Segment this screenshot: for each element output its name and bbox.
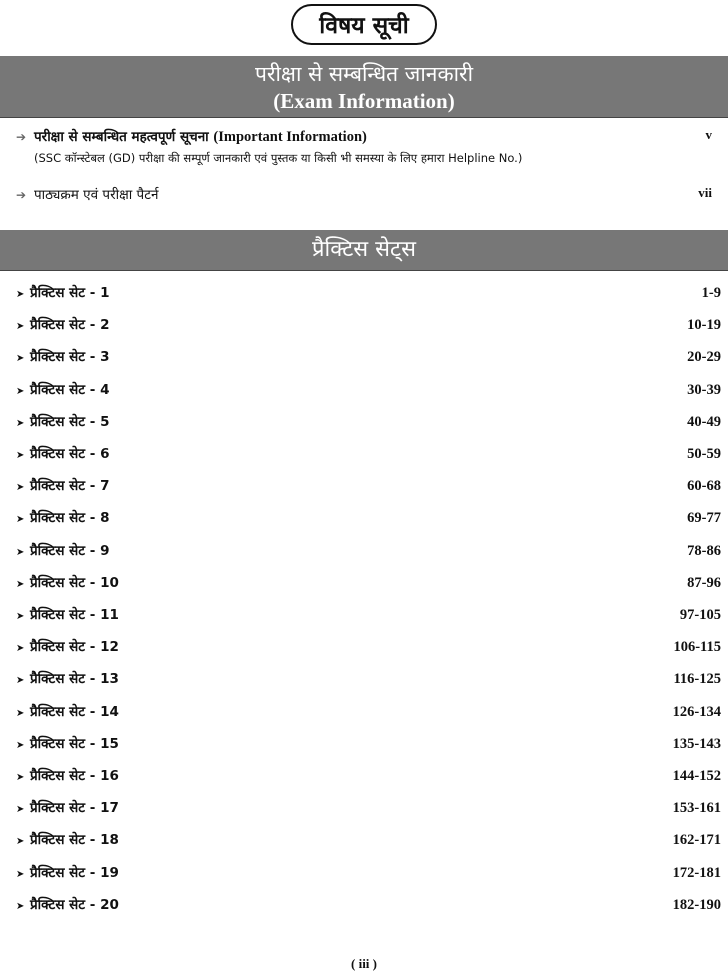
practice-set-row[interactable] [16, 347, 721, 367]
triangle-right-icon: ➤ [16, 482, 25, 494]
triangle-right-icon: ➤ [16, 739, 25, 751]
practice-set-label: प्रैक्टिस सेट - 6 [30, 446, 110, 462]
practice-set-label: प्रैक्टिस सेट - 8 [30, 510, 110, 527]
footer-page-number: ( iii ) [351, 956, 377, 971]
triangle-right-icon: ➤ [16, 772, 25, 783]
page-range: 153-161 [672, 800, 721, 817]
page-range: 1-9 [701, 285, 721, 301]
triangle-right-icon: ➤ [16, 868, 25, 880]
item-description: (SSC कॉन्स्टेबल (GD) परीक्षा की सम्पूर्ण जानकारी एवं पुस्तक या किसी भी समस्या के लिए हमारा Helpline No.) [34, 151, 523, 165]
practice-set-row[interactable] [16, 476, 721, 496]
triangle-right-icon: ➤ [16, 707, 25, 719]
page-range: 162-171 [672, 832, 721, 849]
page-number: v [705, 127, 712, 142]
practice-set-row[interactable] [16, 734, 721, 754]
practice-set-label: प्रैक्टिस सेट - 2 [30, 317, 110, 334]
divider [0, 117, 728, 118]
practice-set-label: प्रैक्टिस सेट - 14 [30, 703, 119, 720]
page-number: vii [698, 185, 712, 200]
practice-set-label: प्रैक्टिस सेट - 9 [30, 542, 110, 559]
practice-set-row[interactable] [16, 541, 721, 561]
practice-set-label: प्रैक्टिस सेट - 18 [30, 832, 119, 849]
practice-set-row[interactable] [16, 669, 721, 689]
page-title: विषय सूची [291, 4, 437, 45]
practice-set-row[interactable] [16, 798, 721, 818]
page-range: 60-68 [687, 478, 721, 495]
page-range: 106-115 [673, 639, 721, 656]
arrow-right-icon: ➔ [16, 188, 27, 202]
triangle-right-icon: ➤ [16, 546, 25, 558]
practice-set-label: प्रैक्टिस सेट - 16 [30, 768, 119, 784]
page-range: 78-86 [687, 542, 721, 559]
practice-set-row[interactable] [16, 830, 721, 850]
triangle-right-icon: ➤ [16, 611, 25, 622]
practice-set-row[interactable] [16, 863, 721, 883]
practice-set-row[interactable] [16, 444, 721, 464]
practice-set-row[interactable] [16, 895, 721, 915]
page-range: 172-181 [672, 864, 721, 881]
triangle-right-icon: ➤ [16, 643, 25, 655]
triangle-right-icon: ➤ [16, 353, 25, 365]
triangle-right-icon: ➤ [16, 514, 25, 526]
practice-set-label: प्रैक्टिस सेट - 19 [30, 864, 119, 881]
page-range: 135-143 [672, 735, 721, 752]
practice-set-row[interactable] [16, 766, 721, 786]
practice-set-label: प्रैक्टिस सेट - 7 [30, 478, 110, 495]
practice-set-label: प्रैक्टिस सेट - 4 [30, 381, 110, 398]
item-title-english: (Important Information) [213, 129, 367, 145]
triangle-right-icon: ➤ [16, 450, 25, 461]
practice-set-row[interactable] [16, 637, 721, 657]
page-range: 10-19 [687, 317, 721, 334]
practice-set-label: प्रैक्टिस सेट - 10 [30, 574, 119, 591]
page-range: 20-29 [687, 349, 721, 366]
practice-set-row[interactable] [16, 605, 721, 625]
arrow-right-icon: ➔ [16, 130, 27, 144]
item-title [34, 129, 367, 145]
item-title-hindi: परीक्षा से सम्बन्धित महत्वपूर्ण सूचना [34, 129, 209, 145]
practice-set-label: प्रैक्टिस सेट - 20 [30, 896, 119, 913]
page-range: 87-96 [687, 574, 721, 591]
page-range: 144-152 [672, 768, 721, 784]
page-range: 69-77 [687, 510, 721, 527]
triangle-right-icon: ➤ [16, 900, 25, 912]
list-item-important-information[interactable] [16, 127, 712, 166]
practice-set-label: प्रैक्टिस सेट - 11 [30, 607, 119, 623]
page-range: 97-105 [679, 607, 721, 623]
section-heading-english: (Exam Information) [273, 89, 455, 113]
triangle-right-icon: ➤ [16, 321, 25, 333]
page-range: 182-190 [672, 896, 721, 913]
page-range: 50-59 [687, 446, 721, 462]
triangle-right-icon: ➤ [16, 385, 25, 397]
practice-set-row[interactable] [16, 315, 721, 335]
triangle-right-icon: ➤ [16, 578, 25, 590]
list-item-syllabus[interactable] [16, 185, 712, 204]
practice-sets-header [0, 230, 728, 270]
section-heading-hindi: परीक्षा से सम्बन्धित जानकारी [254, 62, 474, 86]
page-range: 40-49 [687, 413, 721, 430]
triangle-right-icon: ➤ [16, 417, 25, 429]
practice-set-row[interactable] [16, 573, 721, 593]
practice-set-label: प्रैक्टिस सेट - 15 [30, 735, 119, 752]
section-heading-hindi: प्रैक्टिस सेट्स [312, 237, 416, 262]
divider [0, 270, 728, 271]
page-title-wrap [0, 4, 728, 45]
practice-set-label: प्रैक्टिस सेट - 5 [30, 413, 110, 430]
item-title: पाठ्यक्रम एवं परीक्षा पैटर्न [34, 187, 159, 203]
triangle-right-icon: ➤ [16, 804, 25, 816]
practice-set-row[interactable] [16, 283, 721, 303]
practice-set-label: प्रैक्टिस सेट - 1 [30, 285, 110, 301]
practice-set-label: प्रैक्टिस सेट - 13 [30, 671, 119, 688]
triangle-right-icon: ➤ [16, 836, 25, 848]
page-range: 116-125 [673, 671, 721, 688]
practice-set-label: प्रैक्टिस सेट - 17 [30, 800, 119, 817]
exam-information-header [0, 56, 728, 117]
practice-set-label: प्रैक्टिस सेट - 12 [30, 639, 119, 656]
practice-set-row[interactable] [16, 702, 721, 722]
page-range: 30-39 [687, 381, 721, 398]
page-range: 126-134 [672, 703, 721, 720]
practice-set-row[interactable] [16, 508, 721, 528]
triangle-right-icon: ➤ [16, 289, 25, 300]
practice-set-row[interactable] [16, 412, 721, 432]
practice-set-label: प्रैक्टिस सेट - 3 [30, 349, 110, 366]
triangle-right-icon: ➤ [16, 675, 25, 687]
practice-set-row[interactable] [16, 380, 721, 400]
